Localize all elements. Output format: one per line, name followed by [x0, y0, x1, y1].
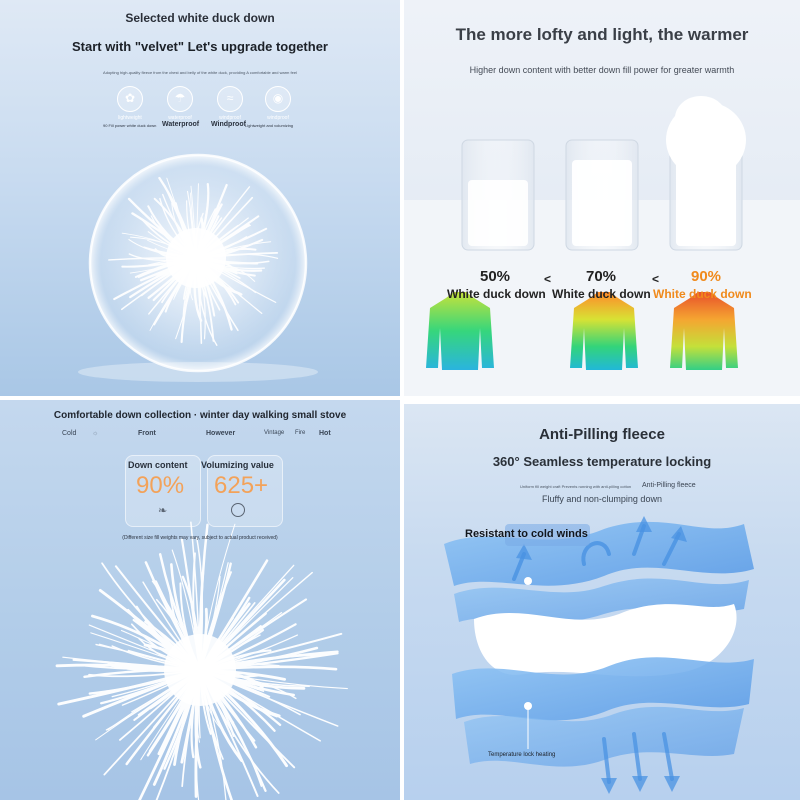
- label-50: White duck down: [447, 287, 546, 301]
- caption-fill-power: 90 Fill power white duck down: [103, 123, 157, 128]
- percent-70: 70%: [586, 268, 617, 285]
- panel2-title: The more lofty and light, the warmer: [455, 25, 749, 44]
- panel-down-content-comparison: [404, 0, 800, 396]
- percent-50: 50%: [480, 268, 511, 285]
- down-sphere-image: [0, 0, 400, 396]
- chip-however: However: [206, 430, 236, 437]
- chip-vintage: Vintage: [264, 430, 285, 436]
- label-temperature-lock: Temperature lock heating: [488, 752, 556, 758]
- panel-anti-pilling-fleece: [404, 404, 800, 800]
- droplet-icon: [231, 503, 245, 517]
- panel4-line3: Fluffy and non-clumping down: [542, 494, 662, 504]
- chip-cold: Cold: [62, 430, 77, 437]
- stat-volumizing-title: Volumizing value: [201, 460, 274, 470]
- panel1-title: Selected white duck down: [125, 11, 275, 25]
- waterproof-icon: ☂: [167, 86, 193, 112]
- sun-icon: ☼: [92, 430, 99, 437]
- panel3-title: Comfortable down collection · winter day walking small stove: [53, 410, 347, 421]
- caption-lightweight: Lightweight and volumizing: [245, 123, 294, 128]
- stat-down-content-title: Down content: [128, 460, 188, 470]
- percent-90: 90%: [691, 268, 722, 285]
- panel4-small-line-right: Anti-Pilling fleece: [642, 482, 696, 489]
- feather-icon: ✿: [117, 86, 143, 112]
- panel2-subtitle: Higher down content with better down fill power for greater warmth: [469, 65, 735, 75]
- feature-droplet: ◉ windproof: [258, 86, 298, 121]
- panel1-subtext: Adopting high-quality fleece from the chest and belly of the white duck, providing A comfortable and warm feel: [103, 70, 297, 75]
- panel4-subtitle: 360° Seamless temperature locking: [492, 454, 712, 469]
- panel4-title: Anti-Pilling fleece: [539, 426, 665, 443]
- stat-down-content-value: 90%: [136, 472, 185, 499]
- label-90: White duck down: [653, 287, 752, 301]
- panel1-headline: Start with "velvet" Let's upgrade together: [72, 39, 328, 54]
- panel3-note: (Different size fill weights may vary, subject to actual product received): [122, 535, 278, 541]
- feature-windproof: ≈ windproof: [210, 86, 250, 121]
- stat-volumizing-value: 625+: [214, 472, 269, 499]
- label-70: White duck down: [552, 287, 651, 301]
- less-than-1: <: [544, 272, 552, 286]
- chip-fire: Fire: [295, 430, 306, 436]
- feather-icon: ❧: [158, 505, 168, 517]
- wind-icon: ≈: [217, 86, 243, 112]
- feature-waterproof: ☂ waterproof: [160, 86, 200, 121]
- glasses-and-jackets-illustration: [404, 0, 800, 396]
- label-resistant-cold-winds: Resistant to cold winds: [465, 528, 588, 540]
- caption-waterproof: Waterproof: [162, 121, 200, 128]
- droplet-icon: ◉: [265, 86, 291, 112]
- caption-windproof: Windproof: [211, 121, 246, 128]
- chip-hot: Hot: [319, 430, 331, 437]
- chip-front: Front: [138, 430, 156, 437]
- panel-duck-down-intro: [0, 0, 400, 396]
- panel4-small-line: Uniform fill weight craft Prevents running with anti-pilling cotton: [520, 484, 632, 489]
- less-than-2: <: [652, 272, 660, 286]
- feature-lightweight: ✿ lightweight: [110, 86, 150, 121]
